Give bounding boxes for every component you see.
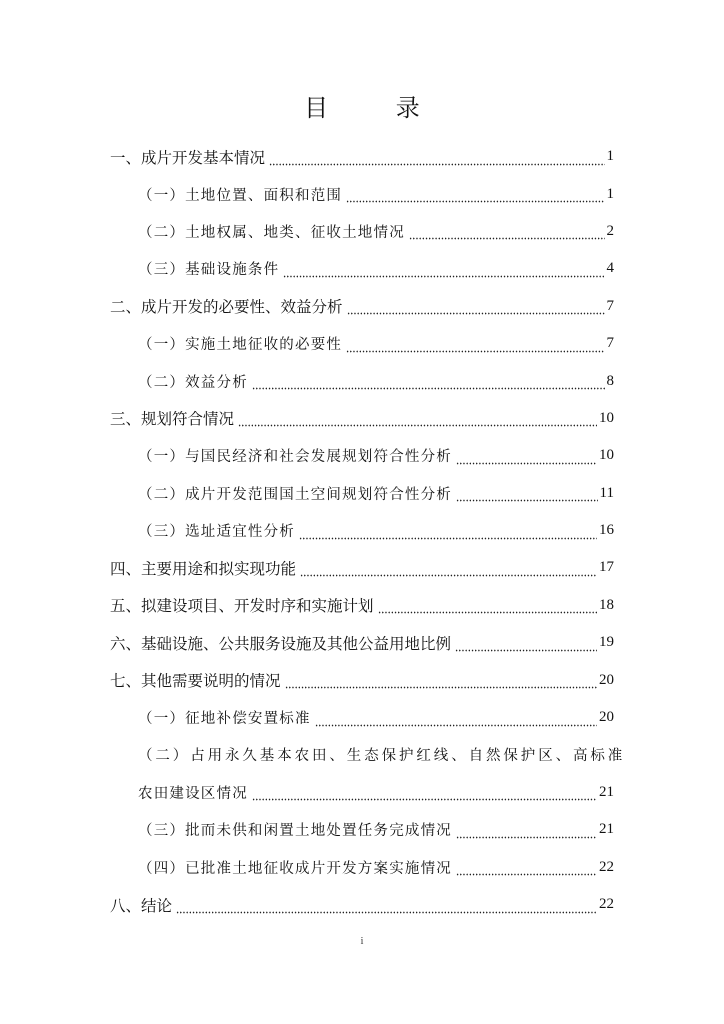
toc-subsection-entry[interactable]: [110, 325, 614, 362]
toc-section-entry[interactable]: [110, 288, 614, 325]
toc-entry-continuation[interactable]: [110, 774, 614, 811]
toc-entry-page: 1: [606, 148, 614, 165]
toc-section-entry[interactable]: [110, 587, 614, 624]
toc-entry-page: 16: [599, 522, 614, 539]
toc-entry-text: （一）征地补偿安置标准: [138, 711, 311, 728]
toc-subsection-entry[interactable]: [110, 699, 614, 736]
toc-entry-page: 2: [606, 222, 614, 239]
dot-leader: [456, 453, 597, 465]
toc-entry-text: 五、拟建设项目、开发时序和实施计划: [110, 597, 374, 616]
dot-leader: [347, 303, 605, 315]
dot-leader: [346, 341, 604, 353]
toc-entry-page: 4: [606, 260, 614, 277]
toc-entry-page: 10: [599, 447, 614, 464]
toc-subsection-entry[interactable]: [110, 437, 614, 474]
toc-entry-text: （二）效益分析: [138, 374, 248, 391]
toc-entry-page: 1: [606, 185, 614, 202]
toc-subsection-entry[interactable]: [110, 475, 614, 512]
toc-subsection-entry[interactable]: [110, 362, 614, 399]
toc-entry-text: 农田建设区情况: [138, 785, 248, 802]
toc-entry-page: 21: [599, 821, 614, 838]
toc-entry-page: 8: [606, 372, 614, 389]
toc-list: [110, 138, 626, 923]
toc-entry-page: 10: [599, 409, 614, 426]
toc-entry-text: （一）土地位置、面积和范围: [138, 187, 343, 204]
toc-entry-page: 17: [599, 559, 614, 576]
toc-section-entry[interactable]: [110, 138, 614, 175]
toc-subsection-entry[interactable]: [110, 811, 614, 848]
toc-entry-page: 7: [606, 335, 614, 352]
toc-subsection-entry[interactable]: [110, 175, 614, 212]
dot-leader: [456, 490, 598, 502]
toc-entry[interactable]: [110, 736, 626, 773]
dot-leader: [455, 640, 597, 652]
toc-entry-text: （三）基础设施条件: [138, 262, 280, 279]
toc-entry-text: 二、成片开发的必要性、效益分析: [110, 298, 343, 317]
toc-entry-text: （二）成片开发范围国土空间规划符合性分析: [138, 486, 452, 503]
toc-section-entry[interactable]: [110, 661, 614, 698]
toc-entry-text: 四、主要用途和拟实现功能: [110, 559, 297, 578]
dot-leader: [269, 154, 604, 166]
toc-section-entry[interactable]: [110, 400, 614, 437]
dot-leader: [285, 677, 597, 689]
dot-leader: [315, 715, 597, 727]
toc-entry-text: 三、规划符合情况: [110, 410, 235, 429]
dot-leader: [252, 378, 605, 390]
toc-entry-page: 7: [606, 297, 614, 314]
toc-entry-text: （四）已批准土地征收成片开发方案实施情况: [138, 860, 452, 877]
toc-entry-text: 八、结论: [110, 896, 173, 915]
toc-entry-page: 11: [599, 484, 614, 501]
toc-entry-page: 22: [599, 858, 614, 875]
toc-entry-text: （二）土地权属、地类、征收土地情况: [138, 224, 405, 241]
toc-section-entry[interactable]: [110, 886, 614, 923]
toc-section-entry[interactable]: [110, 549, 614, 586]
toc-entry-text: （三）批而未供和闲置土地处置任务完成情况: [138, 823, 452, 840]
dot-leader: [378, 602, 597, 614]
toc-title: 目 录: [304, 94, 450, 122]
toc-entry-text: （一）与国民经济和社会发展规划符合性分析: [138, 449, 452, 466]
toc-entry-text: （三）选址适宜性分析: [138, 524, 295, 541]
toc-entry-page: 18: [599, 596, 614, 613]
toc-entry-page: 20: [599, 709, 614, 726]
dot-leader: [176, 902, 597, 914]
toc-subsection-entry[interactable]: [110, 512, 614, 549]
toc-entry-text: （二）占用永久基本农田、生态保护红线、自然保护区、高标准: [138, 748, 626, 765]
toc-subsection-entry[interactable]: [110, 250, 614, 287]
toc-entry-page: 21: [599, 783, 614, 800]
dot-leader: [299, 528, 597, 540]
toc-entry-page: 20: [599, 671, 614, 688]
toc-section-entry[interactable]: [110, 624, 614, 661]
toc-entry-text: 七、其他需要说明的情况: [110, 672, 281, 691]
dot-leader: [409, 228, 605, 240]
toc-subsection-entry[interactable]: [110, 848, 614, 885]
toc-entry-page: 22: [599, 896, 614, 912]
toc-entry-page: 19: [599, 634, 614, 651]
dot-leader: [252, 789, 597, 801]
dot-leader: [456, 827, 597, 839]
toc-entry-text: 一、成片开发基本情况: [110, 148, 266, 167]
toc-subsection-entry[interactable]: [110, 213, 614, 250]
dot-leader: [346, 191, 604, 203]
dot-leader: [300, 565, 597, 577]
dot-leader: [283, 266, 604, 278]
dot-leader: [456, 864, 597, 876]
toc-entry-text: （一）实施土地征收的必要性: [138, 337, 343, 354]
toc-entry-text: 六、基础设施、公共服务设施及其他公益用地比例: [110, 634, 452, 653]
dot-leader: [238, 415, 597, 427]
page-number: i: [360, 936, 364, 947]
